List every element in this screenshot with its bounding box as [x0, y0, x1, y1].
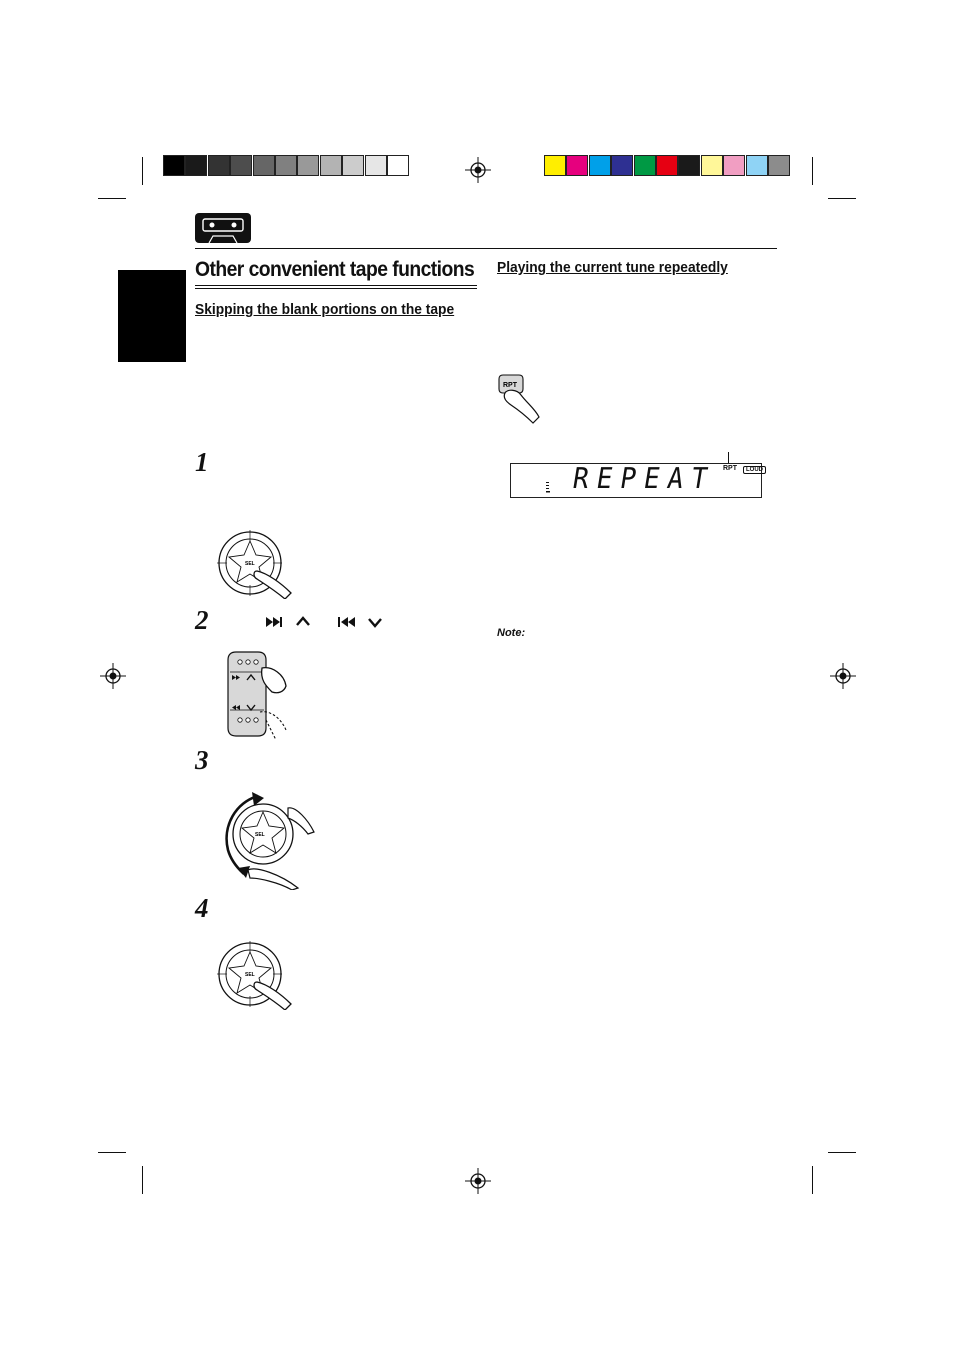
control-knob-turn-illustration — [218, 790, 318, 890]
lcd-main-text: REPEAT — [570, 462, 718, 496]
knob-label: SEL — [245, 561, 255, 567]
registration-target-icon — [465, 1168, 491, 1194]
color-swatch — [365, 155, 387, 176]
color-swatch — [185, 155, 207, 176]
color-swatch — [342, 155, 364, 176]
note-label: Note: — [497, 627, 526, 639]
color-swatch — [768, 155, 790, 176]
step-number: 2 — [195, 605, 209, 635]
color-swatch — [163, 155, 185, 176]
color-swatch — [746, 155, 768, 176]
rpt-indicator: RPT — [723, 465, 737, 472]
level-meter-icon — [545, 480, 551, 494]
left-subheading: Skipping the blank portions on the tape — [195, 301, 455, 318]
crop-mark — [98, 198, 126, 199]
knob-label: SEL — [245, 972, 255, 978]
color-swatch — [275, 155, 297, 176]
crop-mark — [98, 1152, 126, 1153]
color-swatch — [589, 155, 611, 176]
color-swatch — [253, 155, 275, 176]
cassette-tape-icon — [195, 213, 251, 243]
crop-mark — [142, 157, 143, 185]
color-swatch — [544, 155, 566, 176]
color-swatch — [566, 155, 588, 176]
color-swatch — [230, 155, 252, 176]
lcd-display — [510, 463, 762, 498]
color-swatch — [387, 155, 409, 176]
color-swatch — [634, 155, 656, 176]
control-knob-press-illustration — [215, 527, 295, 599]
color-swatch — [297, 155, 319, 176]
loud-indicator: LOUD — [743, 466, 766, 474]
registration-target-icon — [830, 663, 856, 689]
color-swatch — [656, 155, 678, 176]
title-underline — [195, 288, 477, 289]
color-swatch — [701, 155, 723, 176]
rpt-button-press-illustration — [495, 373, 543, 425]
crop-mark — [812, 157, 813, 185]
rewind-down-icon — [336, 614, 386, 630]
skip-buttons-press-illustration — [222, 650, 298, 742]
step-number: 3 — [195, 745, 209, 775]
crop-mark — [142, 1166, 143, 1194]
crop-mark — [828, 198, 856, 199]
crop-mark — [828, 1152, 856, 1153]
step-number: 1 — [195, 447, 209, 477]
color-swatch — [208, 155, 230, 176]
header-rule — [195, 248, 777, 249]
color-swatch — [320, 155, 342, 176]
registration-target-icon — [465, 157, 491, 183]
right-subheading: Playing the current tune repeatedly — [497, 259, 728, 276]
knob-label: SEL — [255, 832, 265, 838]
fast-forward-up-icon — [264, 614, 312, 630]
registration-target-icon — [100, 663, 126, 689]
color-swatch — [611, 155, 633, 176]
language-side-tab — [118, 270, 186, 362]
color-swatch — [723, 155, 745, 176]
rpt-button-label: RPT — [503, 382, 517, 389]
step-number: 4 — [195, 893, 209, 923]
crop-mark — [812, 1166, 813, 1194]
page-title: Other convenient tape functions — [195, 258, 475, 281]
title-underline — [195, 285, 477, 286]
control-knob-press-illustration — [215, 938, 295, 1010]
color-swatch — [678, 155, 700, 176]
